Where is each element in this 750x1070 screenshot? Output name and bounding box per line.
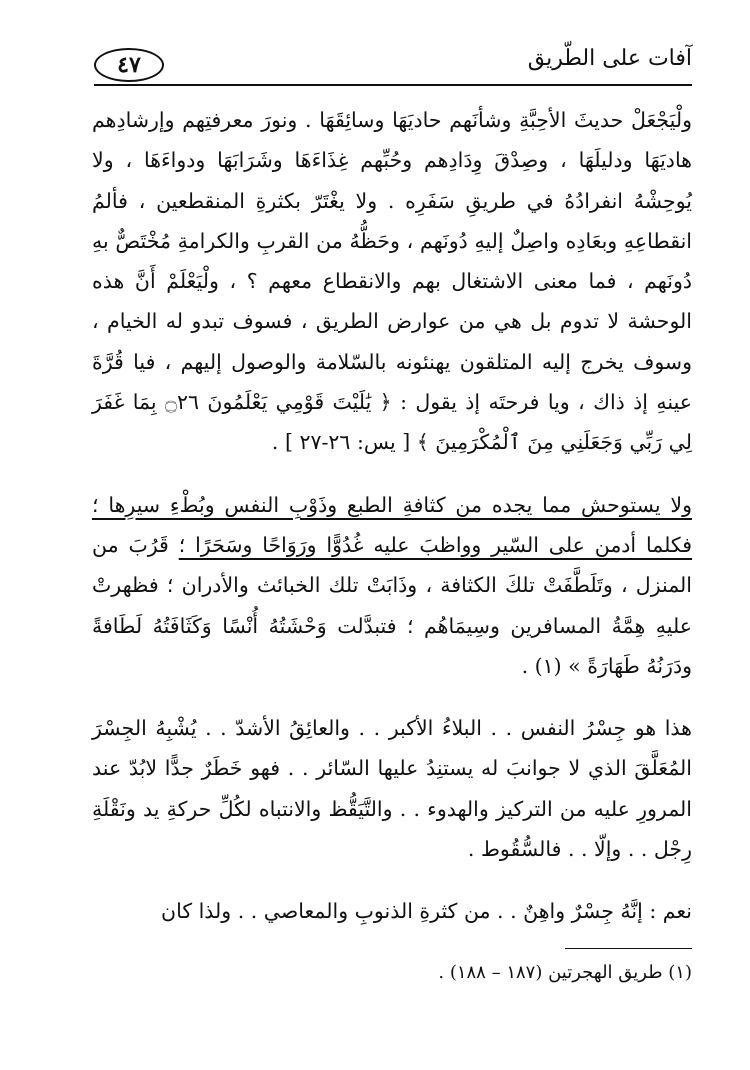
footnote-rule bbox=[565, 948, 692, 949]
paragraph-1: ولْيَجْعَلْ حديثَ الأحِبَّةِ وشأنَهم حاديَهَا وسائِقَهَا . ونورَ معرفتِهم وإرشادِهم هاديَهَا ودليلَهَا ، وصِدْقَ وِدَادِهم وحُبِّهم غِذَاءَهَا وشَرَابَهَا ودواءَهَا ، ولا يُوحِشْهُ انفرادُهُ في طريقِ سَفَرِه . ولا يغْتَرّ بكثرةِ المنقطعين ، فألمُ انقطاعِهِ وبعَادِه واصِلٌ إليهِ دُونَهم ، وحَظُّهُ من القربِ والكرامةِ مُخْتَصٌّ بهِ دُونَهم ، فما معنى الاشتغال بهم والانقطاع معهم ؟ ، ولْيَعْلَمْ أَنَّ هذه الوحشة لا تدوم بل هي من عوارض الطريق ، فسوف تبدو له الخيام ، وسوف يخرج إليه المتلقون يهنئونه بالسّلامة والوصول إليهم ، فيا قُرَّةَ عينهِ إذ ذاك ، ويا فرحتَه إذ يقول : ﴿ يَٰلَيْتَ قَوْمِي يَعْلَمُونَ ۝٢٦ بِمَا غَفَرَ لِي رَبِّي وَجَعَلَنِي مِنَ ٱلْمُكْرَمِينَ ﴾ [ يس: ٢٦-٢٧ ] . bbox=[92, 108, 692, 455]
page-number: ٤٧ bbox=[94, 48, 164, 82]
running-title: آفات على الطّريق bbox=[527, 46, 692, 71]
underlined-passage: ولا يستوحش مما يجده من كثافةِ الطبع وذَوْبِ النفس وبُطْءِ سيرِها ؛ فكلما أدمن على السّير وواظبَ عليه غُدُوًّا ورَوَاحًا وسَحَرًا ؛ bbox=[92, 492, 692, 557]
paragraph-gap bbox=[92, 869, 692, 891]
header-rule bbox=[94, 84, 692, 86]
paragraph-gap bbox=[92, 686, 692, 708]
page-header bbox=[80, 40, 692, 90]
paragraph-3: هذا هو جِسْرُ النفس . . البلاءُ الأكبر . . والعائِقُ الأشدّ . . يُشْبِهُ الجِسْرَ المُعَلَّقَ الذي لا جوانبَ له يستنِدُ عليها السّائر . . فهو خَطَرٌ جدًّا لابُدّ عند المرورِ عليه من التركيز والهدوء . . والتَّيَقُّظ والانتباه لكُلِّ حركةِ يد ونَقْلَةِ رِجْل . . وإلّا . . فالسُّقُوط . bbox=[92, 716, 692, 862]
paragraph-2-continuation: قَرُبَ من المنزل ، وتَلَطَّفَتْ تلكَ الكثافة ، وذَابَتْ تلك الخبائث والأدران ؛ فظهرتْ عليهِ هِمَّةُ المسافرين وسِيمَاهُم ؛ فتبدَّلت وَحْشَتُهُ أُنْسًا وَكَثَافَتُهُ لَطَافةً ودَرَنُهُ طَهَارَةً » (١) . bbox=[92, 532, 692, 678]
footnote: (١) طريق الهجرتين (١٨٧ – ١٨٨) . bbox=[438, 962, 692, 983]
paragraph-gap bbox=[92, 463, 692, 485]
body-text bbox=[92, 100, 692, 932]
paragraph-4: نعم : إنَّهُ جِسْرٌ واهِنٌ . . من كثرةِ الذنوبِ والمعاصي . . ولذا كان bbox=[161, 899, 692, 924]
paragraph-2 bbox=[92, 485, 692, 686]
